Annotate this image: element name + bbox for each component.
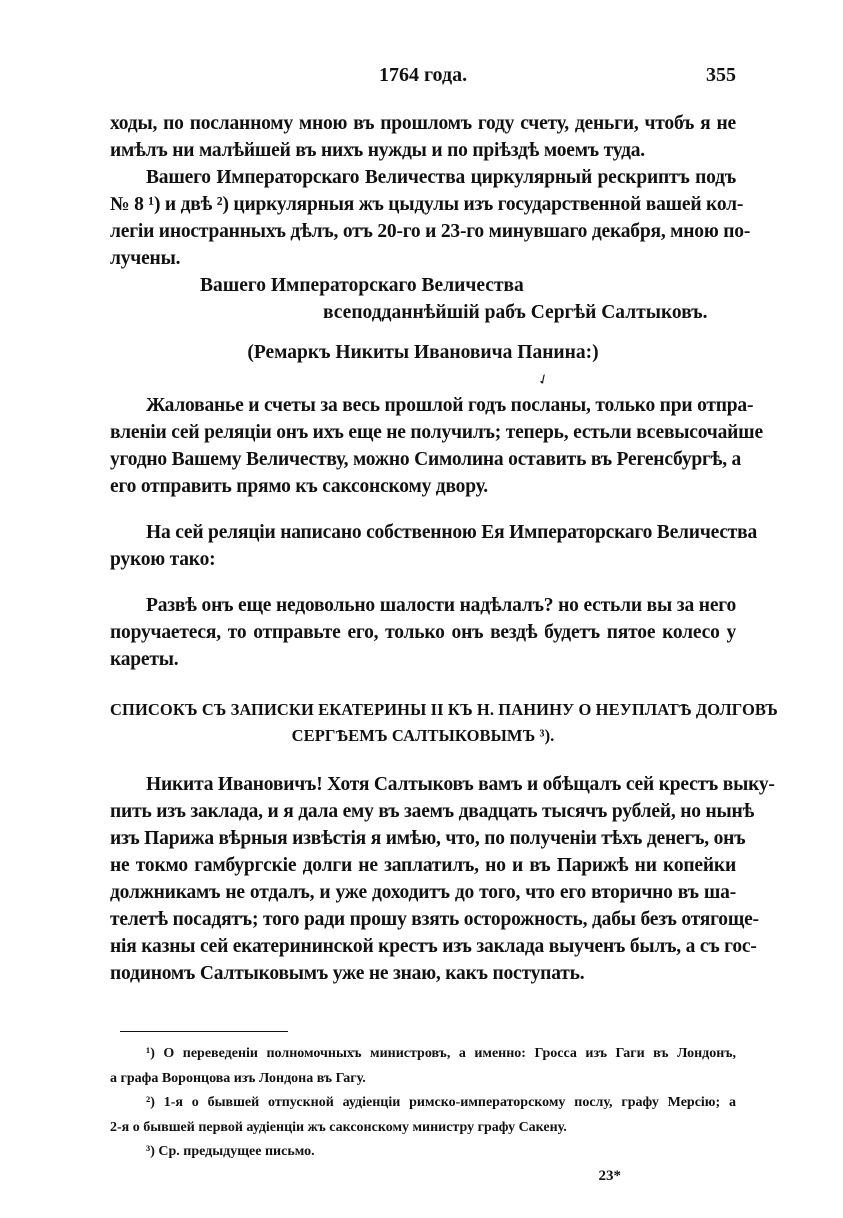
text-line: Никита Ивановичъ! Хотя Салтыковъ вамъ и обѣщалъ сей крестъ выку- (146, 774, 775, 795)
paragraph-empress-words (110, 592, 736, 673)
text-line: угодно Вашему Величеству, можно Симолина оставить въ Регенсбургѣ, а (110, 449, 742, 470)
remark-title: (Ремаркъ Никиты Ивановича Панина:) (247, 342, 599, 363)
handwritten-mark-icon: ✓ (535, 371, 553, 390)
running-header (110, 64, 736, 92)
paragraph-remark (110, 392, 763, 500)
text-line: ²) 1-я о бывшей отпускной аудіенціи римско-императорскому послу, графу Мерсію; а (146, 1095, 736, 1110)
signature-line-1: Вашего Императорскаго Величества (200, 275, 524, 296)
text-line: легіи иностранныхъ дѣлъ, отъ 20-го и 23-го минувшаго декабря, мною по- (110, 221, 751, 242)
text-line: ходы, по посланному мною въ прошломъ году счету, деньги, чтобъ я не (110, 113, 736, 134)
text-line: его отправить прямо къ саксонскому двору. (110, 476, 488, 497)
text-line: должникамъ не отдалъ, и уже доходитъ до того, что его вторично въ ша- (110, 882, 736, 903)
footnote-2 (110, 1091, 736, 1140)
footnote-1 (110, 1042, 736, 1091)
paragraph-letter (110, 771, 775, 987)
text-line: а графа Воронцова изъ Лондона въ Гагу. (110, 1070, 366, 1086)
text-line: изъ Парижа вѣрныя извѣстія я имѣю, что, по полученіи тѣхъ денегъ, онъ (110, 828, 746, 849)
text-line: пить изъ заклада, и я дала ему въ заемъ двадцать тысячъ рублей, но нынѣ (110, 801, 755, 822)
text-line: кареты. (110, 649, 179, 670)
text-line: СПИСОКЪ СЪ ЗАПИСКИ ЕКАТЕРИНЫ II КЪ Н. ПАНИНУ О НЕУПЛАТѢ ДОЛГОВЪ (110, 700, 778, 719)
text-line: не токмо гамбургскіе долги не заплатилъ, но и въ Парижѣ ни копейки (110, 855, 736, 876)
text-line: Развѣ онъ еще недовольно шалости надѣлалъ? но естьли вы за него (146, 595, 736, 616)
text-line: ³) Ср. предыдущее письмо. (146, 1144, 315, 1159)
footnote-3 (110, 1140, 736, 1165)
text-line: Вашего Императорскаго Величества циркулярный рескриптъ подъ (146, 167, 736, 188)
text-line: Жалованье и счеты за весь прошлой годъ посланы, только при отпра- (146, 395, 754, 416)
text-line: ¹) О переведеніи полномочныхъ министровъ, а именно: Гросса изъ Гаги въ Лондонъ, (146, 1046, 736, 1061)
text-line: телетѣ посадятъ; того ради прошу взять осторожность, дабы безъ отягоще- (110, 909, 759, 930)
footnote-rule (120, 1031, 288, 1032)
text-line: лучены. (110, 248, 181, 269)
text-line: 2-я о бывшей первой аудіенціи жъ саксонскому министру графу Сакену. (110, 1119, 567, 1135)
running-title: 1764 года. (378, 64, 468, 86)
text-line: № 8 ¹) и двѣ ²) циркулярныя жъ цыдулы изъ государственной вашей кол- (110, 194, 744, 215)
paragraph-continuation (110, 110, 736, 164)
page-number: 355 (706, 64, 736, 86)
text-line: вленіи сей реляціи онъ ихъ еще не получилъ; теперь, естьли всевысочайше (110, 422, 763, 443)
paragraph-note (110, 519, 758, 573)
paragraph-rescript (110, 164, 751, 272)
text-line: подиномъ Салтыковымъ уже не знаю, какъ поступать. (110, 963, 585, 984)
text-line: имѣлъ ни малѣйшей въ нихъ нужды и по пріѣздѣ моемъ туда. (110, 140, 645, 161)
printer-signature-mark: 23* (598, 1168, 621, 1184)
text-line: На сей реляціи написано собственною Ея Императорскаго Величества (146, 522, 758, 543)
text-line: СЕРГѢЕМЪ САЛТЫКОВЫМЪ ³). (291, 726, 555, 745)
text-line: поручаетеся, то отправьте его, только онъ вездѣ будетъ пятое колесо у (110, 622, 736, 643)
text-line: рукою тако: (110, 549, 216, 570)
signature-line-2: всеподданнѣйшій рабъ Сергѣй Салтыковъ. (323, 302, 708, 323)
section-heading (110, 697, 778, 749)
text-line: нія казны сей екатерининской крестъ изъ заклада выученъ былъ, а съ гос- (110, 936, 757, 957)
